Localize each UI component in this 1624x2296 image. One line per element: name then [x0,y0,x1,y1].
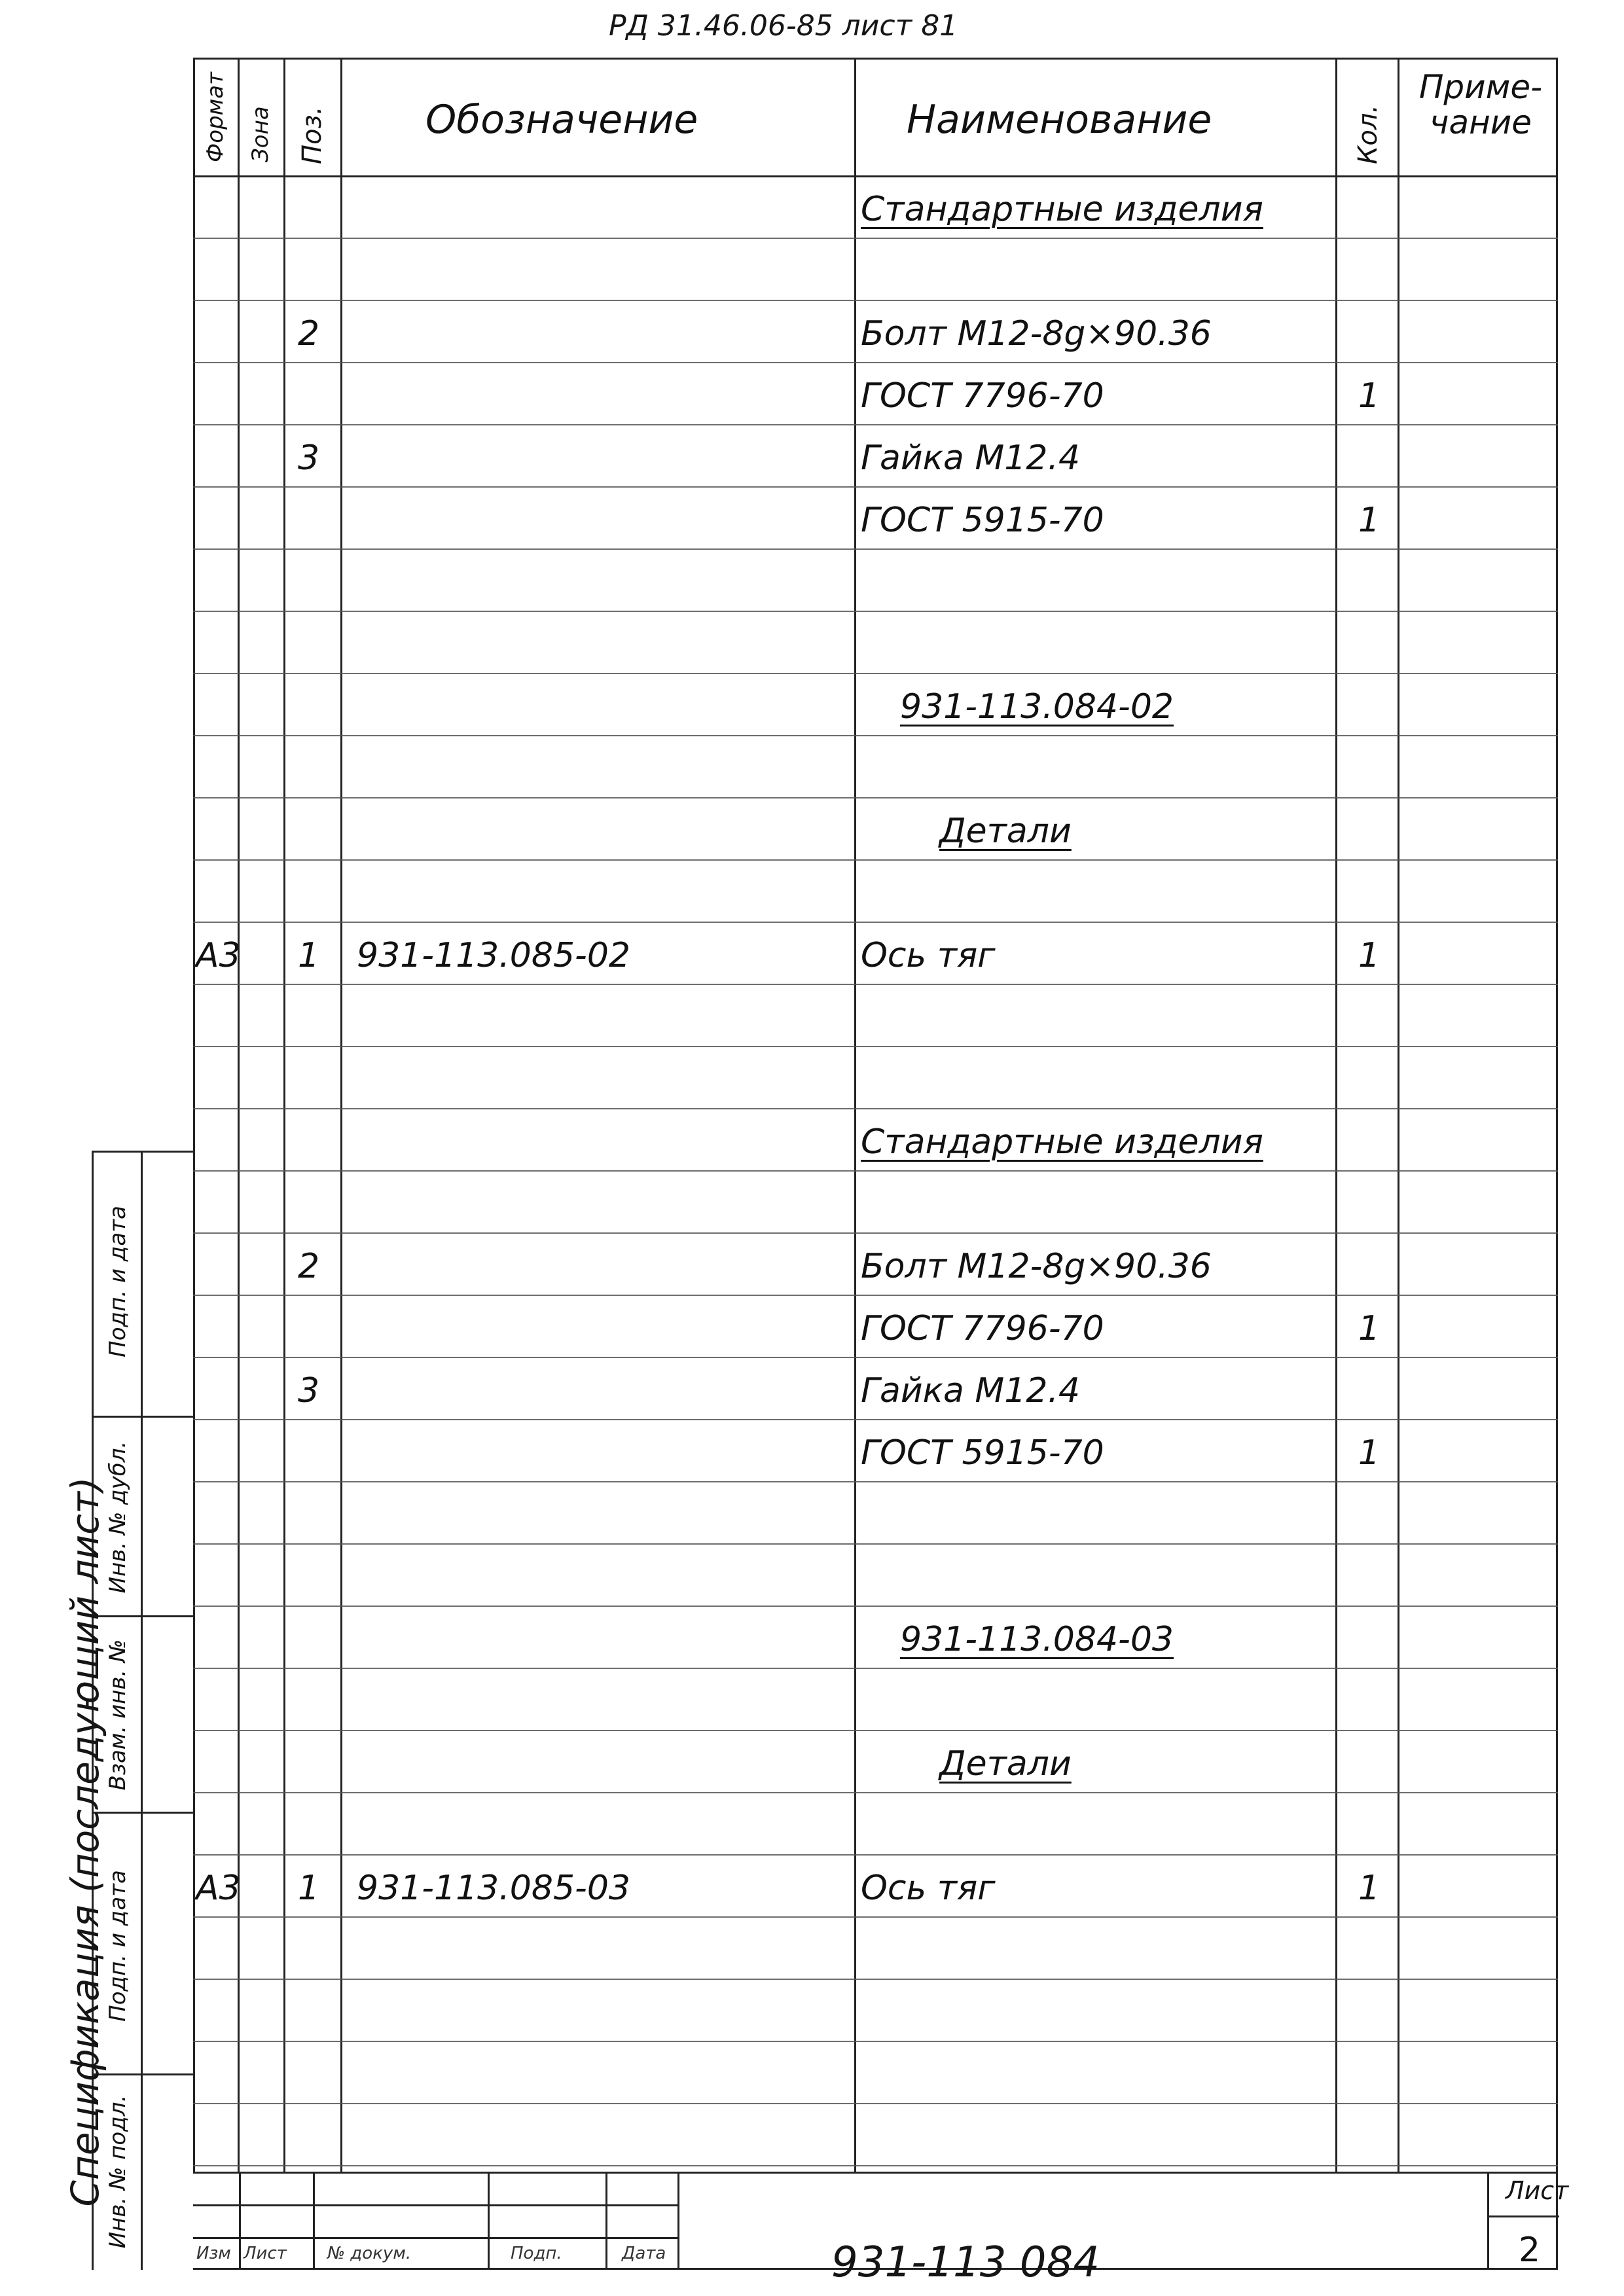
row-separator [193,1668,1558,1669]
header-format: Формат [202,72,228,162]
tb-label-date: Дата [622,2244,666,2263]
cell-name: 931-113.084-03 [900,1620,1174,1659]
cell-name: ГОСТ 7796-70 [861,376,1104,416]
cell-name: Детали [939,1744,1072,1784]
row-separator [193,1730,1558,1731]
cell-pos: 2 [298,314,320,353]
row-separator [193,611,1558,612]
cell-name: ГОСТ 5915-70 [861,1433,1104,1473]
header-qty: Кол. [1353,104,1383,164]
row-separator [193,1854,1558,1856]
tb-label-change: Изм [196,2244,231,2263]
top-reference: РД 31.46.06-85 лист 81 [609,9,958,43]
cell-designation: 931-113.085-03 [357,1869,630,1908]
cell-pos: 3 [298,439,320,478]
sheet-label: Лист [1506,2176,1569,2205]
cell-name: Детали [939,812,1072,851]
sheet-number: 2 [1519,2231,1541,2270]
header-zone: Зона [247,106,274,162]
cell-qty: 1 [1358,1869,1380,1908]
cell-qty: 1 [1358,376,1380,416]
side-label-sign-date-2: Подп. и дата [105,1870,131,2022]
row-separator [193,673,1558,674]
cell-pos: 1 [298,1869,320,1908]
cell-pos: 1 [298,936,320,975]
cell-name: ГОСТ 5915-70 [861,501,1104,540]
row-separator [193,2165,1558,2166]
cell-name: Ось тяг [861,936,996,975]
row-separator [193,797,1558,798]
row-separator [193,2041,1558,2042]
cell-name: Стандартные изделия [861,190,1263,229]
header-note: Приме- чание [1418,68,1543,141]
cell-qty: 1 [1358,501,1380,540]
row-separator [193,1605,1558,1607]
cell-name: ГОСТ 7796-70 [861,1309,1104,1348]
cell-name: Стандартные изделия [861,1122,1263,1162]
side-label-orig-inv: Инв. № подл. [105,2094,131,2249]
cell-qty: 1 [1358,1309,1380,1348]
row-separator [193,424,1558,425]
cell-format: А3 [196,936,241,975]
side-label-dup-inv: Инв. № дубл. [105,1441,131,1594]
cell-pos: 2 [298,1247,320,1286]
row-separator [193,1543,1558,1545]
row-separator [193,1419,1558,1420]
spec-sheet-label: Спецификация (последующий лист) [63,1477,107,2207]
cell-name: Ось тяг [861,1869,996,1908]
row-separator [193,1170,1558,1172]
cell-pos: 3 [298,1371,320,1410]
row-separator [193,238,1558,239]
specification-table [193,58,1558,2270]
cell-name: Гайка М12.4 [861,439,1081,478]
row-separator [193,1979,1558,1980]
row-separator [193,1916,1558,1918]
tb-label-doc: № докум. [327,2244,412,2263]
row-separator [193,300,1558,301]
row-separator [193,1232,1558,1234]
header-pos: Поз. [297,106,327,164]
cell-designation: 931-113.085-02 [357,936,630,975]
side-label-sign-date-1: Подп. и дата [105,1206,131,1357]
row-separator [193,1481,1558,1482]
row-separator [193,1357,1558,1358]
cell-name: Гайка М12.4 [861,1371,1081,1410]
row-separator [193,922,1558,923]
row-separator [193,1046,1558,1047]
cell-name: Болт М12-8g×90.36 [861,1247,1212,1286]
cell-name: Болт М12-8g×90.36 [861,314,1212,353]
cell-qty: 1 [1358,1433,1380,1473]
tb-label-sheet: Лист [244,2244,287,2263]
row-separator [193,859,1558,861]
row-separator [193,548,1558,550]
row-separator [193,486,1558,488]
cell-name: 931-113.084-02 [900,687,1174,726]
row-separator [193,1295,1558,1296]
side-label-replace-inv: Взам. инв. № [105,1639,131,1791]
document-number: 931-113 084 [831,2238,1100,2287]
row-separator [193,362,1558,363]
row-separator [193,735,1558,736]
row-separator [193,2103,1558,2104]
header-designation: Обозначение [425,97,698,143]
row-separator [193,984,1558,985]
row-separator [193,1108,1558,1109]
cell-qty: 1 [1358,936,1380,975]
cell-format: А3 [196,1869,241,1908]
tb-label-sign: Подп. [511,2244,562,2263]
row-separator [193,1792,1558,1793]
header-name: Наименование [907,97,1212,143]
